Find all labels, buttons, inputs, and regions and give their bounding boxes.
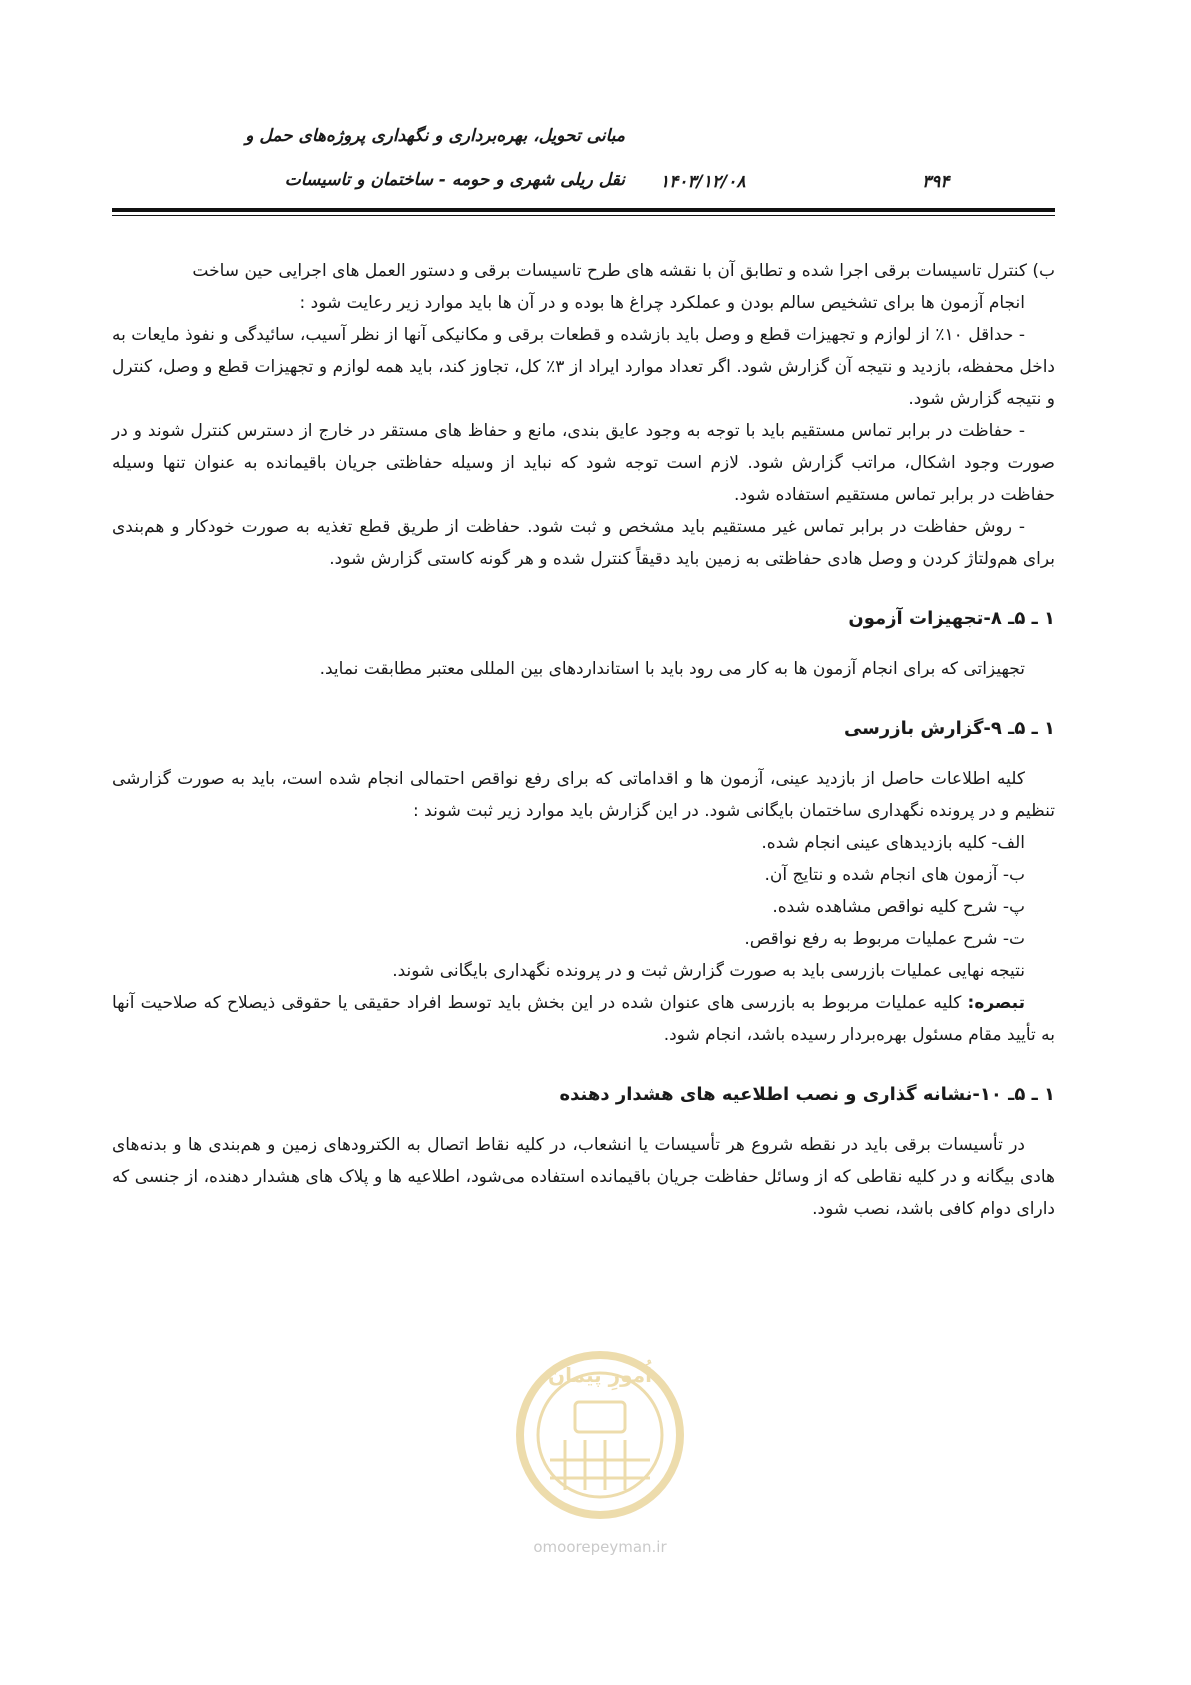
paragraph-4: - حفاظت در برابر تماس مستقیم باید با توجه به وجود عایق بندی، مانع و حفاظ های مستقر در خارج از دسترس کنترل شوند و در صورت وجود اشکال، مراتب گزارش شود. لازم است توجه شود که نباید از وسیله حفاظتی جریان باقیمانده به عنوان تنها وسیله حفاظت در برابر تماس مستقیم استفاده شود. — [112, 421, 1055, 505]
page-number: ۳۹۴ — [922, 172, 950, 192]
watermark-text: اُمورِ پیمان — [548, 1363, 652, 1387]
list-item: پ- شرح کلیه نواقص مشاهده شده. — [772, 897, 1025, 917]
paragraph-5: - روش حفاظت در برابر تماس غیر مستقیم باید مشخص و ثبت شود. حفاظت از طریق قطع تغذیه به صورت خودکار و هم‌بندی برای هم‌ولتاژ کردن و وصل هادی حفاظتی به زمین باید دقیقاً کنترل شده و هر گونه کاستی گزارش شود. — [112, 517, 1055, 569]
watermark-seal-icon — [480, 1340, 720, 1540]
paragraph-6: تجهیزاتی که برای انجام آزمون ها به کار می رود باید با استانداردهای بین المللی معتبر مطابقت نماید. — [319, 659, 1025, 679]
header-title-line2: نقل ریلی شهری و حومه - ساختمان و تاسیسات — [284, 170, 625, 190]
paragraph-3: - حداقل ۱۰٪ از لوازم و تجهیزات قطع و وصل باید بازشده و قطعات برقی و مکانیکی آنها از نظر آسیب، سائیدگی و نفوذ مایعات به داخل محفظه، بازدید و نتیجه آن گزارش شود. اگر تعداد موارد ایراد از ۳٪ کل، تجاوز کند، باید همه لوازم و تجهیزات قطع و وصل، کنترل و نتیجه گزارش شود. — [112, 325, 1056, 409]
note-paragraph — [112, 987, 1055, 1051]
list-item: الف- کلیه بازدیدهای عینی انجام شده. — [761, 833, 1025, 853]
paragraph-2: انجام آزمون ها برای تشخیص سالم بودن و عملکرد چراغ ها بوده و در آن ها باید موارد زیر رعایت شود : — [299, 293, 1025, 313]
section-heading-9: ۱ ـ ۵ـ ۹-گزارش بازرسی — [843, 718, 1055, 739]
header-date: ۱۴۰۳/۱۲/۰۸ — [660, 172, 746, 192]
document-body — [112, 255, 1055, 1225]
list-item: ب- آزمون های انجام شده و نتایج آن. — [764, 865, 1025, 885]
paragraph-1: ب) کنترل تاسیسات برقی اجرا شده و تطابق آن با نقشه های طرح تاسیسات برقی و دستور العمل های اجرایی حین ساخت — [192, 261, 1055, 281]
watermark — [480, 1340, 720, 1580]
paragraph-7: کلیه اطلاعات حاصل از بازدید عینی، آزمون ها و اقداماتی که برای رفع نواقص احتمالی انجام شده است، باید به صورت گزارشی تنظیم و در پرونده نگهداری ساختمان بایگانی شود. در این گزارش باید موارد زیر ثبت شوند : — [112, 769, 1055, 821]
header-rule-thin — [112, 215, 1055, 216]
section-heading-10: ۱ ـ ۵ـ ۱۰-نشانه گذاری و نصب اطلاعیه های هشدار دهنده — [559, 1084, 1055, 1105]
list-item: ت- شرح عملیات مربوط به رفع نواقص. — [744, 929, 1025, 949]
page-header — [112, 126, 1055, 216]
paragraph-8: نتیجه نهایی عملیات بازرسی باید به صورت گزارش ثبت و در پرونده نگهداری بایگانی شوند. — [392, 961, 1025, 981]
paragraph-9: در تأسیسات برقی باید در نقطه شروع هر تأسیسات یا انشعاب، در کلیه نقاط اتصال به الکترودهای زمین و هم‌بندی ها و بدنه‌های هادی بیگانه و در کلیه نقاطی که از وسائل حفاظت جریان باقیمانده استفاده می‌شود، اطلاعیه ها و پلاک های هشدار دهنده، از جنسی که دارای دوام کافی باشد، نصب شود. — [112, 1135, 1055, 1219]
note-label: تبصره: — [967, 993, 1025, 1013]
watermark-url: omoorepeyman.ir — [533, 1538, 667, 1556]
header-title-line1: مبانی تحویل، بهره‌برداری و نگهداری پروژه‌های حمل و — [245, 126, 625, 146]
header-rule-thick — [112, 208, 1055, 212]
section-heading-8: ۱ ـ ۵ـ ۸-تجهیزات آزمون — [848, 608, 1055, 629]
note-text: کلیه عملیات مربوط به بازرسی های عنوان شده در این بخش باید توسط افراد حقیقی یا حقوقی ذیصلاح که صلاحیت آنها به تأیید مقام مسئول بهره‌بردار رسیده باشد، انجام شود. — [112, 993, 1055, 1045]
